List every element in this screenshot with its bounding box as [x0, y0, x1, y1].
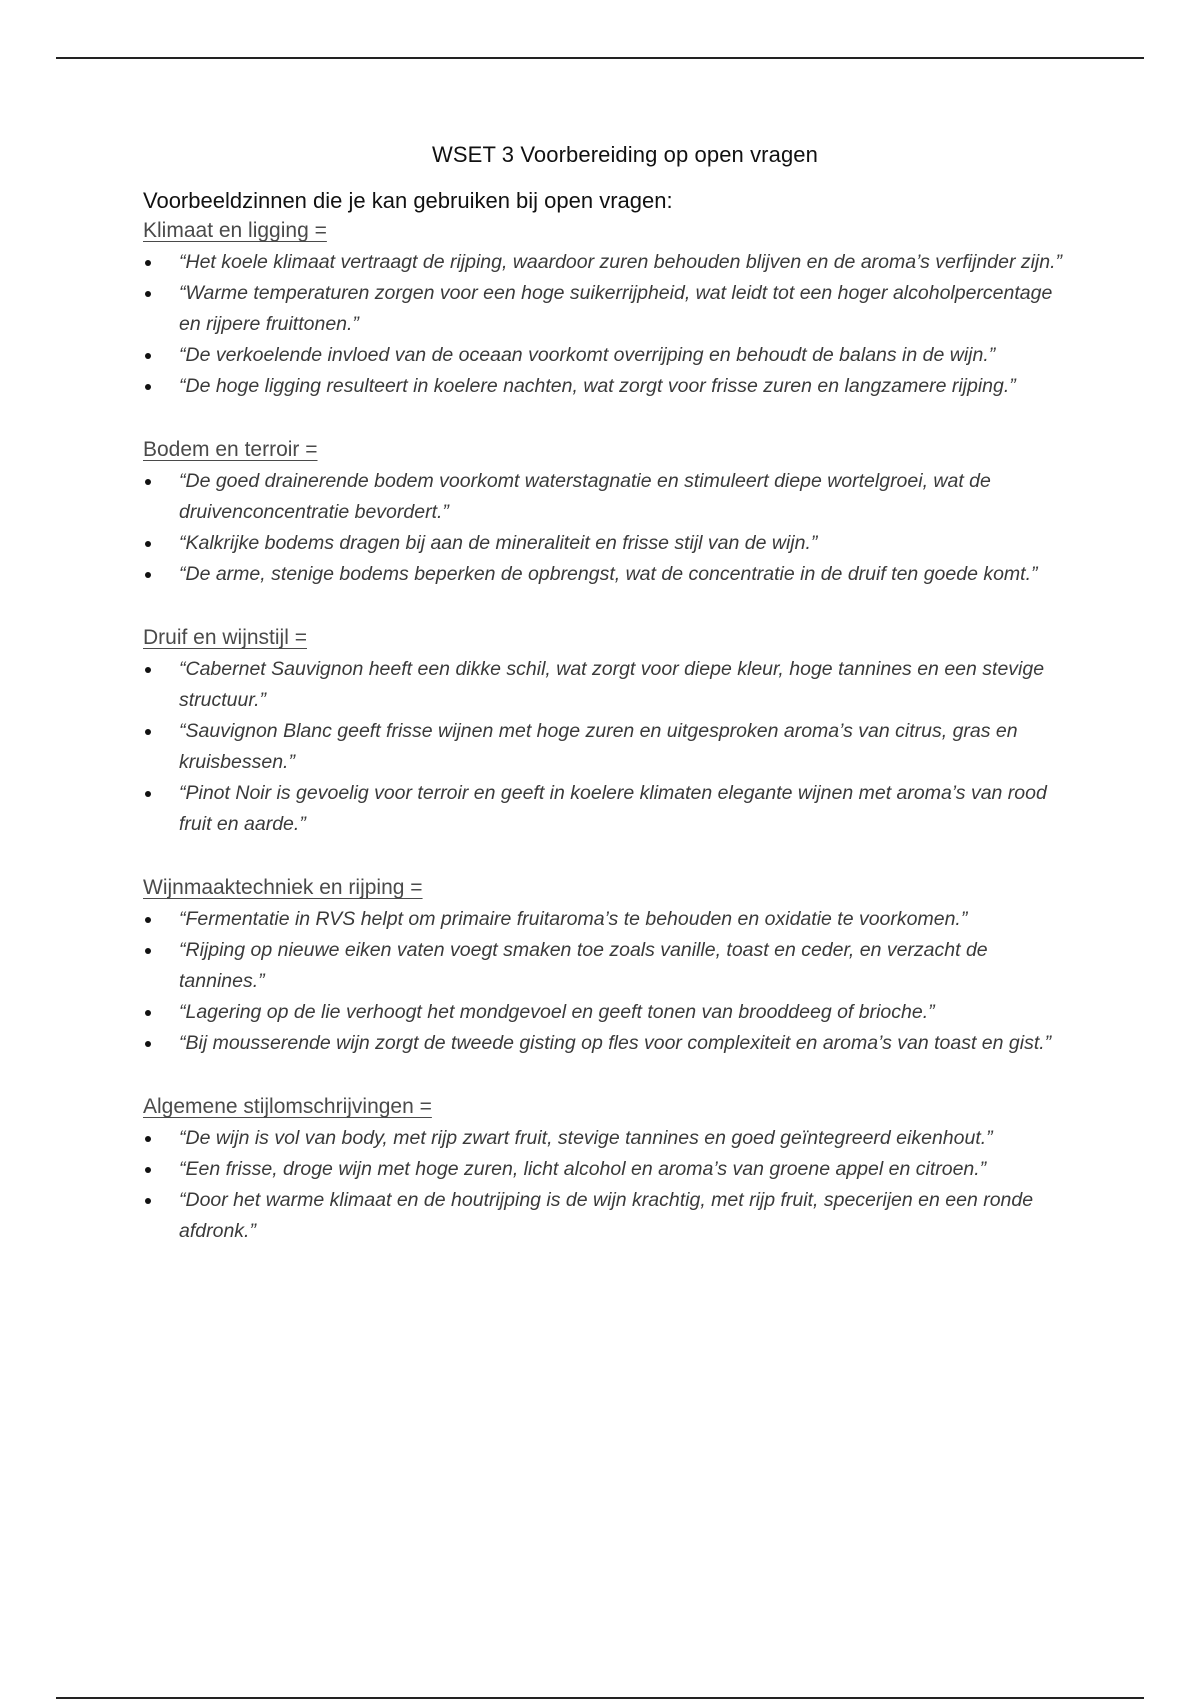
section-wijnmaak [143, 876, 1063, 1059]
section-algemeen [143, 1095, 1063, 1247]
bullet-dot [145, 948, 151, 954]
bullet-dot [145, 541, 151, 547]
bullet-list [143, 904, 1063, 1059]
section-klimaat [143, 219, 1063, 402]
list-item: “Kalkrijke bodems dragen bij aan de mineraliteit en frisse stijl van de wijn.” [143, 528, 1063, 559]
section-heading: Wijnmaaktechniek en rijping = [143, 876, 423, 899]
bullet-dot [145, 1041, 151, 1047]
bullet-dot [145, 260, 151, 266]
section-druif [143, 626, 1063, 840]
list-item: “Een frisse, droge wijn met hoge zuren, licht alcohol en aroma’s van groene appel en citroen.” [143, 1154, 1063, 1185]
document-title: WSET 3 Voorbereiding op open vragen [432, 142, 818, 167]
list-item: “Het koele klimaat vertraagt de rijping, waardoor zuren behouden blijven en de aroma’s verfijnder zijn.” [143, 247, 1063, 278]
bullet-dot [145, 479, 151, 485]
bullet-dot [145, 729, 151, 735]
top-rule [56, 57, 1144, 59]
list-item: “De arme, stenige bodems beperken de opbrengst, wat de concentratie in de druif ten goede komt.” [143, 559, 1063, 590]
bullet-dot [145, 291, 151, 297]
bullet-dot [145, 353, 151, 359]
bullet-dot [145, 1198, 151, 1204]
section-heading: Klimaat en ligging = [143, 219, 327, 242]
bullet-dot [145, 917, 151, 923]
list-item: “Sauvignon Blanc geeft frisse wijnen met hoge zuren en uitgesproken aroma’s van citrus, gras en kruisbessen.” [143, 716, 1063, 778]
list-item: “De goed drainerende bodem voorkomt waterstagnatie en stimuleert diepe wortelgroei, wat de druivenconcentratie bevordert.” [143, 466, 1063, 528]
list-item: “De hoge ligging resulteert in koelere nachten, wat zorgt voor frisse zuren en langzamere rijping.” [143, 371, 1063, 402]
section-heading: Algemene stijlomschrijvingen = [143, 1095, 432, 1118]
bullet-dot [145, 1010, 151, 1016]
bullet-dot [145, 791, 151, 797]
bullet-dot [145, 667, 151, 673]
bullet-dot [145, 1136, 151, 1142]
bullet-list [143, 654, 1063, 840]
section-heading: Druif en wijnstijl = [143, 626, 307, 649]
list-item: “Rijping op nieuwe eiken vaten voegt smaken toe zoals vanille, toast en ceder, en verzacht de tannines.” [143, 935, 1063, 997]
list-item: “Door het warme klimaat en de houtrijping is de wijn krachtig, met rijp fruit, specerijen en een ronde afdronk.” [143, 1185, 1063, 1247]
list-item: “De wijn is vol van body, met rijp zwart fruit, stevige tannines en goed geïntegreerd eikenhout.” [143, 1123, 1063, 1154]
list-item: “Cabernet Sauvignon heeft een dikke schil, wat zorgt voor diepe kleur, hoge tannines en een stevige structuur.” [143, 654, 1063, 716]
document-body [143, 142, 1063, 1283]
list-item: “Lagering op de lie verhoogt het mondgevoel en geeft tonen van brooddeeg of brioche.” [143, 997, 1063, 1028]
section-bodem [143, 438, 1063, 590]
bullet-list [143, 247, 1063, 402]
bullet-dot [145, 1167, 151, 1173]
bottom-rule [56, 1697, 1144, 1699]
list-item: “Warme temperaturen zorgen voor een hoge suikerrijpheid, wat leidt tot een hoger alcoholpercentage en rijpere fruittonen.” [143, 278, 1063, 340]
list-item: “De verkoelende invloed van de oceaan voorkomt overrijping en behoudt de balans in de wijn.” [143, 340, 1063, 371]
bullet-dot [145, 384, 151, 390]
section-heading: Bodem en terroir = [143, 438, 318, 461]
bullet-list [143, 1123, 1063, 1247]
list-item: “Pinot Noir is gevoelig voor terroir en geeft in koelere klimaten elegante wijnen met aroma’s van rood fruit en aarde.” [143, 778, 1063, 840]
bullet-list [143, 466, 1063, 590]
list-item: “Fermentatie in RVS helpt om primaire fruitaroma’s te behouden en oxidatie te voorkomen.” [143, 904, 1063, 935]
intro-line: Voorbeeldzinnen die je kan gebruiken bij open vragen: [143, 188, 673, 213]
list-item: “Bij mousserende wijn zorgt de tweede gisting op fles voor complexiteit en aroma’s van toast en gist.” [143, 1028, 1063, 1059]
bullet-dot [145, 572, 151, 578]
